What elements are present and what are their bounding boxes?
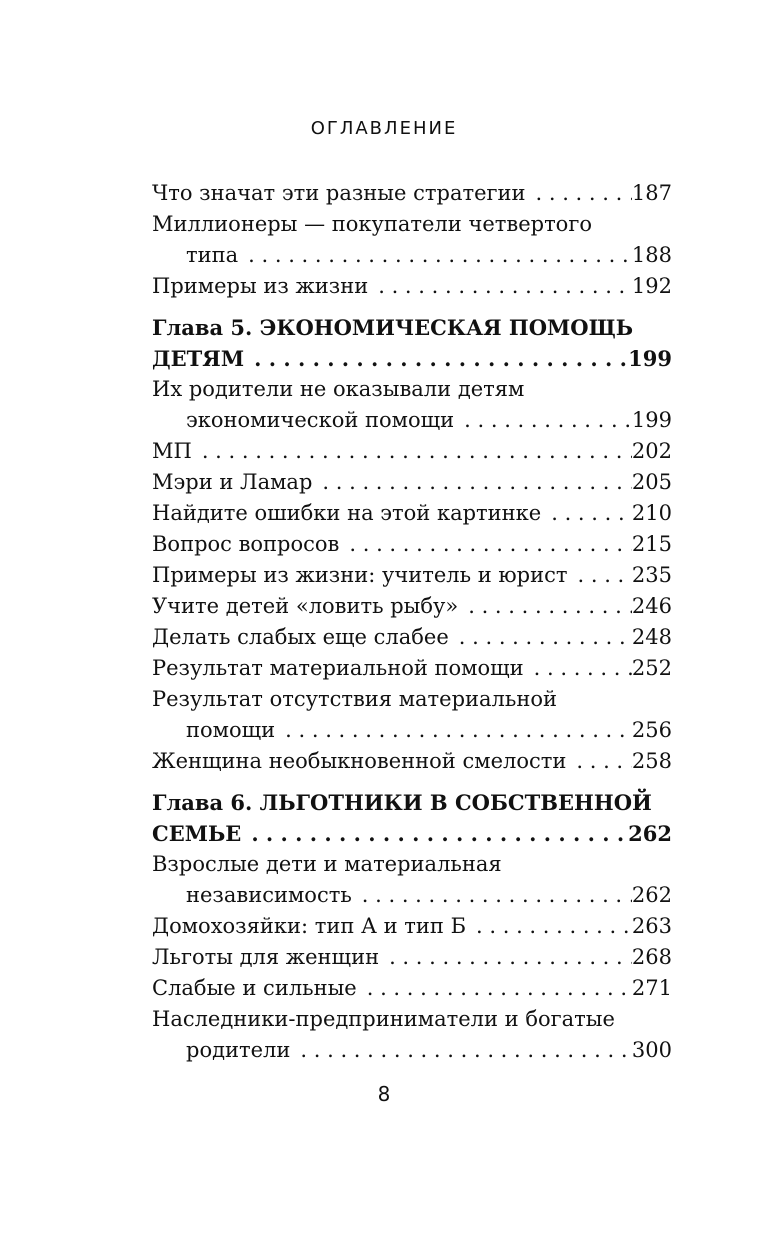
chapter-title: Глава 5. ЭКОНОМИЧЕСКАЯ ПОМОЩЬ bbox=[152, 315, 634, 340]
chapter-heading bbox=[152, 312, 672, 343]
chapter-page: 199 bbox=[628, 346, 672, 371]
toc-entry-page: 263 bbox=[631, 914, 672, 938]
toc-entry-title: Льготы для женщин bbox=[152, 945, 380, 969]
leader-dots bbox=[466, 911, 632, 942]
toc-entry bbox=[152, 1004, 672, 1035]
toc-entry bbox=[152, 942, 672, 973]
toc-entry bbox=[152, 684, 672, 715]
toc-entry bbox=[152, 271, 672, 302]
toc-entry-title: МП bbox=[152, 439, 192, 463]
chapter-title-cont: ДЕТЯМ bbox=[152, 346, 245, 371]
toc-entry bbox=[152, 591, 672, 622]
leader-dots bbox=[454, 405, 632, 436]
chapter-page: 262 bbox=[628, 821, 672, 846]
toc-entry-continuation bbox=[152, 1035, 672, 1066]
toc-entry-page: 199 bbox=[631, 408, 672, 432]
toc-entry-page: 192 bbox=[631, 274, 672, 298]
toc-entry-title-cont: типа bbox=[186, 243, 239, 267]
toc-entry-page: 235 bbox=[631, 563, 672, 587]
toc-entry-title: Примеры из жизни: учитель и юрист bbox=[152, 563, 568, 587]
toc-entry-title: Что значат эти разные стратегии bbox=[152, 181, 526, 205]
toc-entry bbox=[152, 467, 672, 498]
toc-entry-title: Мэри и Ламар bbox=[152, 470, 313, 494]
toc-entry-page: 215 bbox=[631, 532, 672, 556]
toc-entry-page: 205 bbox=[631, 470, 672, 494]
toc-entry bbox=[152, 209, 672, 240]
toc-entry-page: 268 bbox=[631, 945, 672, 969]
toc-entry-title-cont: независимость bbox=[186, 883, 352, 907]
leader-dots bbox=[244, 343, 628, 374]
leader-dots bbox=[368, 271, 632, 302]
leader-dots bbox=[290, 1035, 632, 1066]
leader-dots bbox=[524, 653, 632, 684]
leader-dots bbox=[568, 560, 632, 591]
toc-entry-title: Примеры из жизни bbox=[152, 274, 369, 298]
leader-dots bbox=[241, 818, 628, 849]
leader-dots bbox=[352, 880, 632, 911]
leader-dots bbox=[312, 467, 632, 498]
toc-entry-continuation bbox=[152, 240, 672, 271]
running-header: ОГЛАВЛЕНИЕ bbox=[310, 118, 458, 139]
leader-dots bbox=[357, 973, 632, 1004]
page-number: 8 bbox=[377, 1082, 391, 1106]
toc-entry-page: 262 bbox=[631, 883, 672, 907]
toc-entry-continuation bbox=[152, 880, 672, 911]
toc-entry bbox=[152, 746, 672, 777]
chapter-heading-continuation bbox=[152, 818, 672, 849]
toc-entry-page: 271 bbox=[631, 976, 672, 1000]
leader-dots bbox=[339, 529, 632, 560]
toc-entry bbox=[152, 653, 672, 684]
leader-dots bbox=[458, 591, 632, 622]
leader-dots bbox=[526, 178, 632, 209]
toc-entry-title: Результат материальной помощи bbox=[152, 656, 524, 680]
chapter-heading-continuation bbox=[152, 343, 672, 374]
toc-entry bbox=[152, 849, 672, 880]
toc-entry-title: Домохозяйки: тип А и тип Б bbox=[152, 914, 467, 938]
toc-entry-title: Результат отсутствия материальной bbox=[152, 687, 557, 711]
toc-entry-title-cont: экономической помощи bbox=[186, 408, 455, 432]
toc-entry-continuation bbox=[152, 715, 672, 746]
table-of-contents bbox=[152, 178, 672, 1066]
toc-entry bbox=[152, 560, 672, 591]
toc-entry-page: 246 bbox=[631, 594, 672, 618]
toc-entry bbox=[152, 529, 672, 560]
toc-entry-title: Учите детей «ловить рыбу» bbox=[152, 594, 459, 618]
toc-entry-page: 187 bbox=[631, 181, 672, 205]
toc-entry-page: 252 bbox=[631, 656, 672, 680]
toc-entry-page: 210 bbox=[631, 501, 672, 525]
toc-entry-title: Женщина необыкновенной смелости bbox=[152, 749, 567, 773]
toc-entry-title: Наследники-предприниматели и богатые bbox=[152, 1007, 615, 1031]
toc-entry-title: Слабые и сильные bbox=[152, 976, 357, 1000]
toc-entry bbox=[152, 622, 672, 653]
toc-entry-page: 258 bbox=[631, 749, 672, 773]
toc-entry-page: 188 bbox=[631, 243, 672, 267]
chapter-title-cont: СЕМЬЕ bbox=[152, 821, 242, 846]
toc-entry bbox=[152, 178, 672, 209]
leader-dots bbox=[238, 240, 632, 271]
toc-entry bbox=[152, 973, 672, 1004]
toc-entry bbox=[152, 498, 672, 529]
toc-entry-title: Взрослые дети и материальная bbox=[152, 852, 502, 876]
chapter-title: Глава 6. ЛЬГОТНИКИ В СОБСТВЕННОЙ bbox=[152, 790, 652, 815]
toc-entry-title: Делать слабых еще слабее bbox=[152, 625, 449, 649]
toc-entry-page: 256 bbox=[631, 718, 672, 742]
toc-entry-title: Найдите ошибки на этой картинке bbox=[152, 501, 542, 525]
toc-entry-page: 202 bbox=[631, 439, 672, 463]
toc-entry-title: Миллионеры — покупатели четвертого bbox=[152, 212, 592, 236]
chapter-heading bbox=[152, 787, 672, 818]
toc-entry-title-cont: помощи bbox=[186, 718, 276, 742]
leader-dots bbox=[379, 942, 632, 973]
toc-entry-page: 248 bbox=[631, 625, 672, 649]
leader-dots bbox=[541, 498, 632, 529]
toc-entry bbox=[152, 374, 672, 405]
leader-dots bbox=[192, 436, 632, 467]
toc-entry bbox=[152, 911, 672, 942]
leader-dots bbox=[275, 715, 632, 746]
toc-entry-title-cont: родители bbox=[186, 1038, 291, 1062]
toc-entry-page: 300 bbox=[631, 1038, 672, 1062]
toc-entry bbox=[152, 436, 672, 467]
toc-entry-title: Их родители не оказывали детям bbox=[152, 377, 525, 401]
toc-entry-title: Вопрос вопросов bbox=[152, 532, 340, 556]
leader-dots bbox=[566, 746, 632, 777]
leader-dots bbox=[449, 622, 632, 653]
toc-entry-continuation bbox=[152, 405, 672, 436]
